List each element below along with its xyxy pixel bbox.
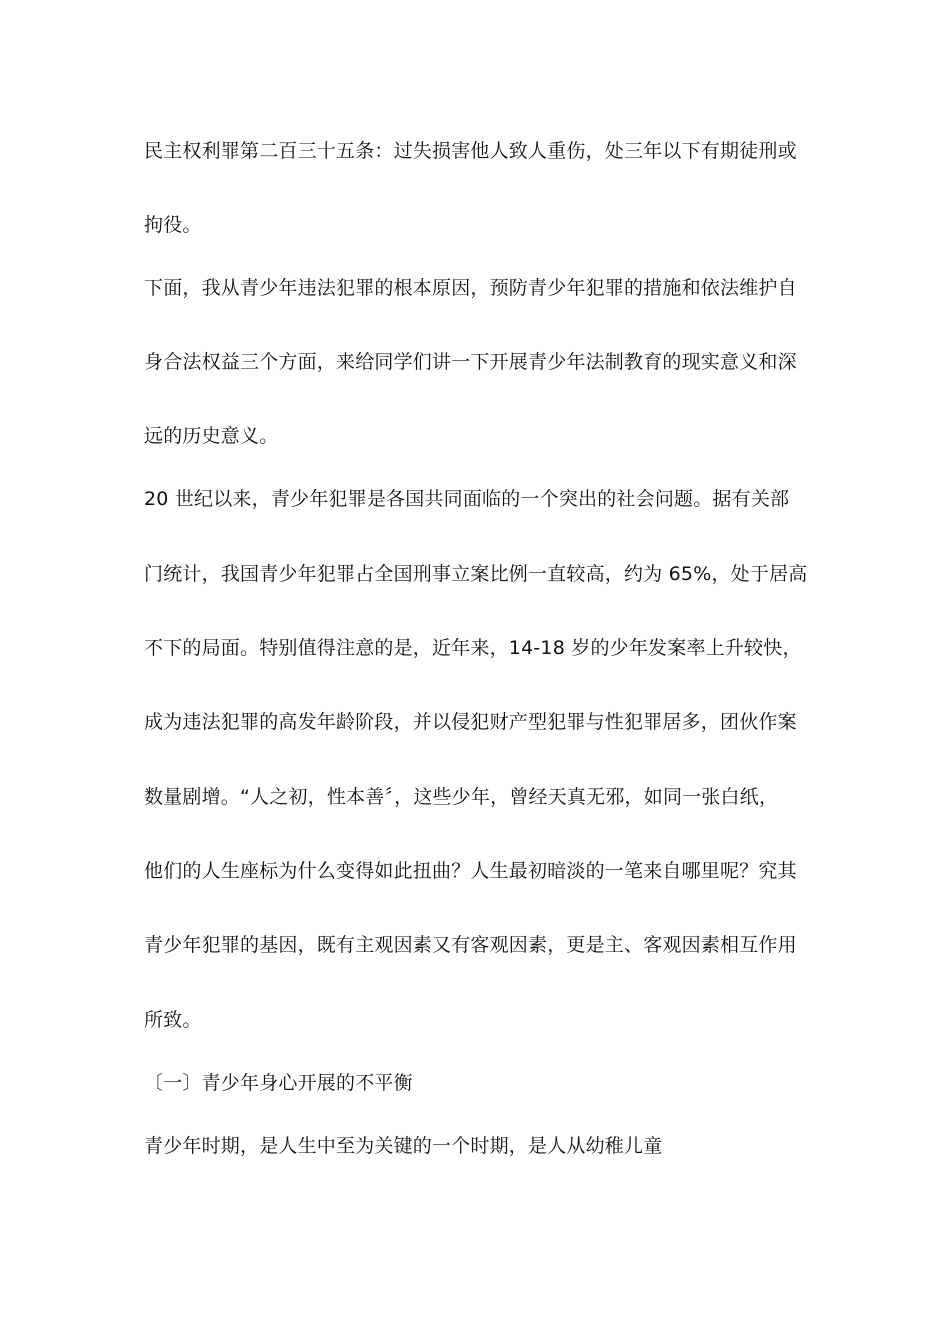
text-line: 远的历史意义。 bbox=[144, 425, 279, 447]
text-line: 数量剧增。“人之初，性本善〞，这些少年，曾经天真无邪，如同一张白纸， bbox=[144, 786, 779, 808]
text-line: 青少年犯罪的基因，既有主观因素又有客观因素，更是主、客观因素相互作用 bbox=[144, 934, 797, 956]
text-line: 20 世纪以来，青少年犯罪是各国共同面临的一个突出的社会问题。据有关部 bbox=[144, 488, 790, 510]
text-line: 门统计，我国青少年犯罪占全国刑事立案比例一直较高，约为 65%，处于居高 bbox=[144, 563, 808, 585]
text-line: 青少年时期，是人生中至为关键的一个时期，是人从幼稚儿童 bbox=[144, 1135, 663, 1157]
text-line: 下面，我从青少年违法犯罪的根本原因，预防青少年犯罪的措施和依法维护自 bbox=[144, 277, 797, 299]
text-line: 拘役。 bbox=[144, 214, 202, 236]
text-line: 不下的局面。特别值得注意的是，近年来，14-18 岁的少年发案率上升较快， bbox=[144, 637, 802, 659]
text-line: 成为违法犯罪的高发年龄阶段，并以侵犯财产型犯罪与性犯罪居多，团伙作案 bbox=[144, 711, 797, 733]
section-heading: 〔一〕青少年身心开展的不平衡 bbox=[144, 1072, 413, 1094]
text-line: 民主权利罪第二百三十五条：过失损害他人致人重伤，处三年以下有期徒刑或 bbox=[144, 140, 797, 162]
text-line: 他们的人生座标为什么变得如此扭曲？人生最初暗淡的一笔来自哪里呢？究其 bbox=[144, 860, 797, 882]
text-line: 身合法权益三个方面，来给同学们讲一下开展青少年法制教育的现实意义和深 bbox=[144, 351, 797, 373]
text-line: 所致。 bbox=[144, 1009, 202, 1031]
